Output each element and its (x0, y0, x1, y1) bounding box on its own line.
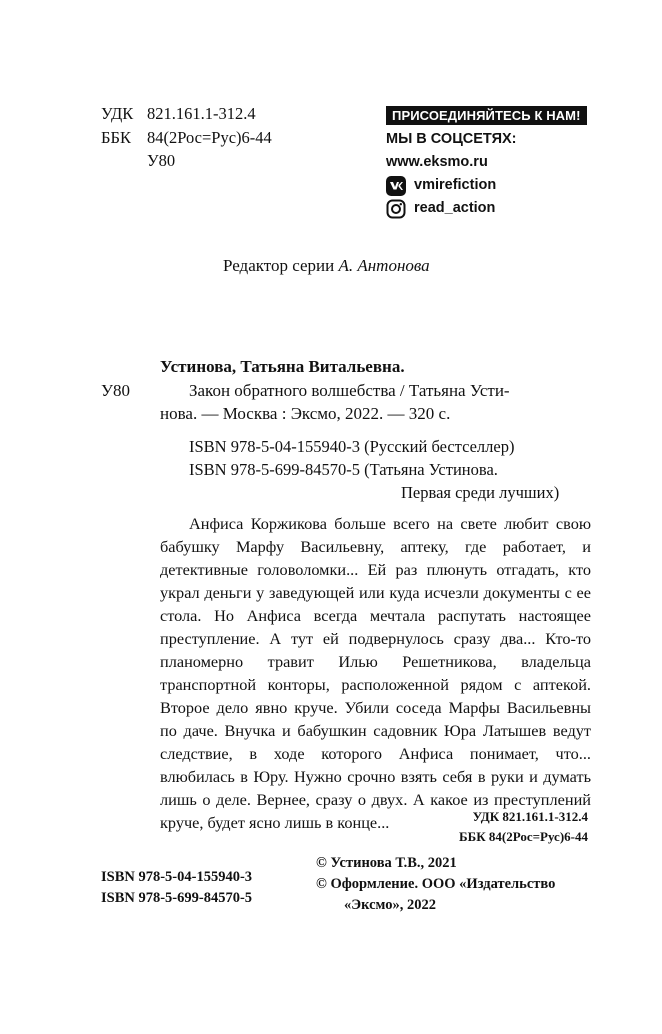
isbn-bottom-1: ISBN 978-5-04-155940-3 (101, 869, 253, 885)
isbn-line-2: ISBN 978-5-699-84570-5 (Татьяна Устинова. (189, 460, 498, 479)
vk-link[interactable] (386, 174, 587, 197)
socials-label: МЫ В СОЦСЕТЯХ: (386, 131, 517, 147)
annotation-text: Анфиса Коржикова больше всего на свете любит свою бабушку Марфу Васильевну, аптеку, где работает, и детективные головоломки... Ей раз плюнуть отгадать, кто украл деньги у заведующей или куда исчезли документы с ее стола. Но Анфиса всегда мечтала распутать настоящее преступление. А тут ей подвернулось сразу два... Кто-то планомерно травит Илью Решетникова, владельца транспортной конторы, расположенной рядом с аптекой. Второе дело явно круче. Убили соседа Марфы Васильевны по даче. Внучка и бабушкин садовник Юра Латышев ведут следствие, в ходе которого Анфиса понимает, что... влюбилась в Юру. Нужно срочно взять себя в руки и думать лишь о деле. Вернее, сразу о двух. А какое из преступлений круче, будет ясно лишь в конце... (160, 514, 591, 832)
title-line-1: Закон обратного волшебства / Татьяна Усти- (189, 381, 510, 400)
editor-name: А. Антонова (338, 256, 430, 275)
join-banner: ПРИСОЕДИНЯЙТЕСЬ К НАМ! (386, 106, 587, 125)
bbk-row (101, 128, 272, 148)
bbk-value: 84(2Рос=Рус)6-44 (147, 128, 272, 147)
copyright-line-2: © Оформление. ООО «Издательство (316, 876, 556, 892)
bottom-udk: УДК 821.161.1-312.4 (472, 809, 588, 824)
instagram-handle: read_action (414, 200, 496, 216)
isbn-bottom-2: ISBN 978-5-699-84570-5 (101, 890, 253, 906)
social-block (386, 106, 587, 220)
editor-prefix: Редактор серии (223, 256, 335, 275)
isbn-line-3: Первая среди лучших) (401, 483, 560, 502)
series-editor (223, 256, 430, 276)
author-mark: У80 (147, 151, 176, 170)
copyright-line-3: «Эксмо», 2022 (344, 897, 436, 913)
vk-handle: vmirefiction (414, 177, 497, 193)
instagram-icon (386, 199, 406, 219)
vk-icon (386, 176, 406, 196)
author-heading: Устинова, Татьяна Витальевна. (160, 357, 405, 376)
udk-row (101, 104, 256, 124)
instagram-link[interactable] (386, 197, 587, 220)
author-code: У80 (101, 381, 131, 400)
udk-label: УДК (101, 104, 134, 123)
isbn-line-1: ISBN 978-5-04-155940-3 (Русский бестселлер) (189, 437, 515, 456)
bottom-bbk: ББК 84(2Рос=Рус)6-44 (459, 829, 588, 844)
copyright-line-1: © Устинова Т.В., 2021 (316, 855, 457, 871)
bbk-label: ББК (101, 128, 131, 147)
title-line-2: нова. — Москва : Эксмо, 2022. — 320 с. (160, 404, 451, 423)
udk-value: 821.161.1-312.4 (147, 104, 256, 123)
website-link[interactable]: www.eksmo.ru (386, 154, 488, 170)
